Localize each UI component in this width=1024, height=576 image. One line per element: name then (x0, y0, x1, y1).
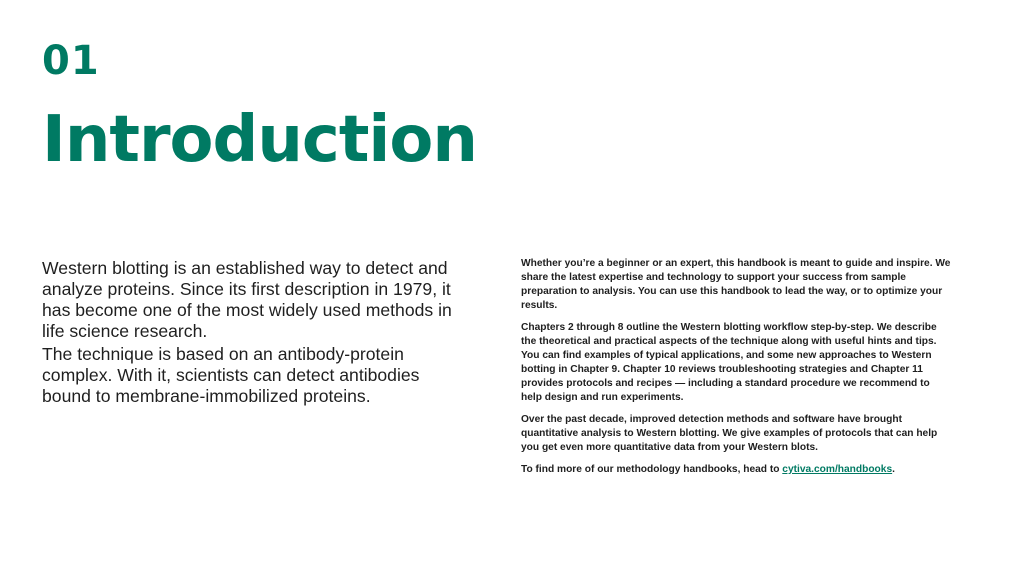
chapter-title: Introduction (42, 103, 477, 177)
intro-paragraph: The technique is based on an antibody-protein complex. With it, scientists can detect antibodies bound to membrane-immobilized proteins. (42, 344, 420, 406)
closing-prefix: To find more of our methodology handbooks, head to (521, 464, 783, 475)
body-paragraph: Whether you’re a beginner or an expert, this handbook is meant to guide and inspire. We share the latest expertise and technology to support your success from sample preparation to analysis. You can use this handbook to lead the way, or to optimize your results. (521, 258, 951, 311)
body-paragraph: Over the past decade, improved detection methods and software have brought quantitative analysis to Western blotting. We give examples of protocols that can help you get even more quantitative data from your Western blots. (521, 414, 938, 453)
chapter-number: 01 (42, 38, 100, 84)
body-column (521, 257, 951, 485)
handbooks-link[interactable]: cytiva.com/handbooks (782, 464, 893, 475)
intro-column (42, 258, 467, 409)
closing-suffix: . (892, 464, 895, 475)
intro-paragraph: Western blotting is an established way to detect and analyze proteins. Since its first description in 1979, it has become one of the most widely used methods in life science research. (42, 258, 452, 341)
body-paragraph: Chapters 2 through 8 outline the Western blotting workflow step-by-step. We describe the theoretical and practical aspects of the technique along with useful hints and tips. You can find examples of typical applications, and some new approaches to Western botting in Chapter 9. Chapter 10 reviews troubleshooting strategies and Chapter 11 provides protocols and recipes — including a standard procedure we recommend to help design and run experiments. (521, 322, 937, 403)
closing-paragraph (521, 463, 951, 477)
